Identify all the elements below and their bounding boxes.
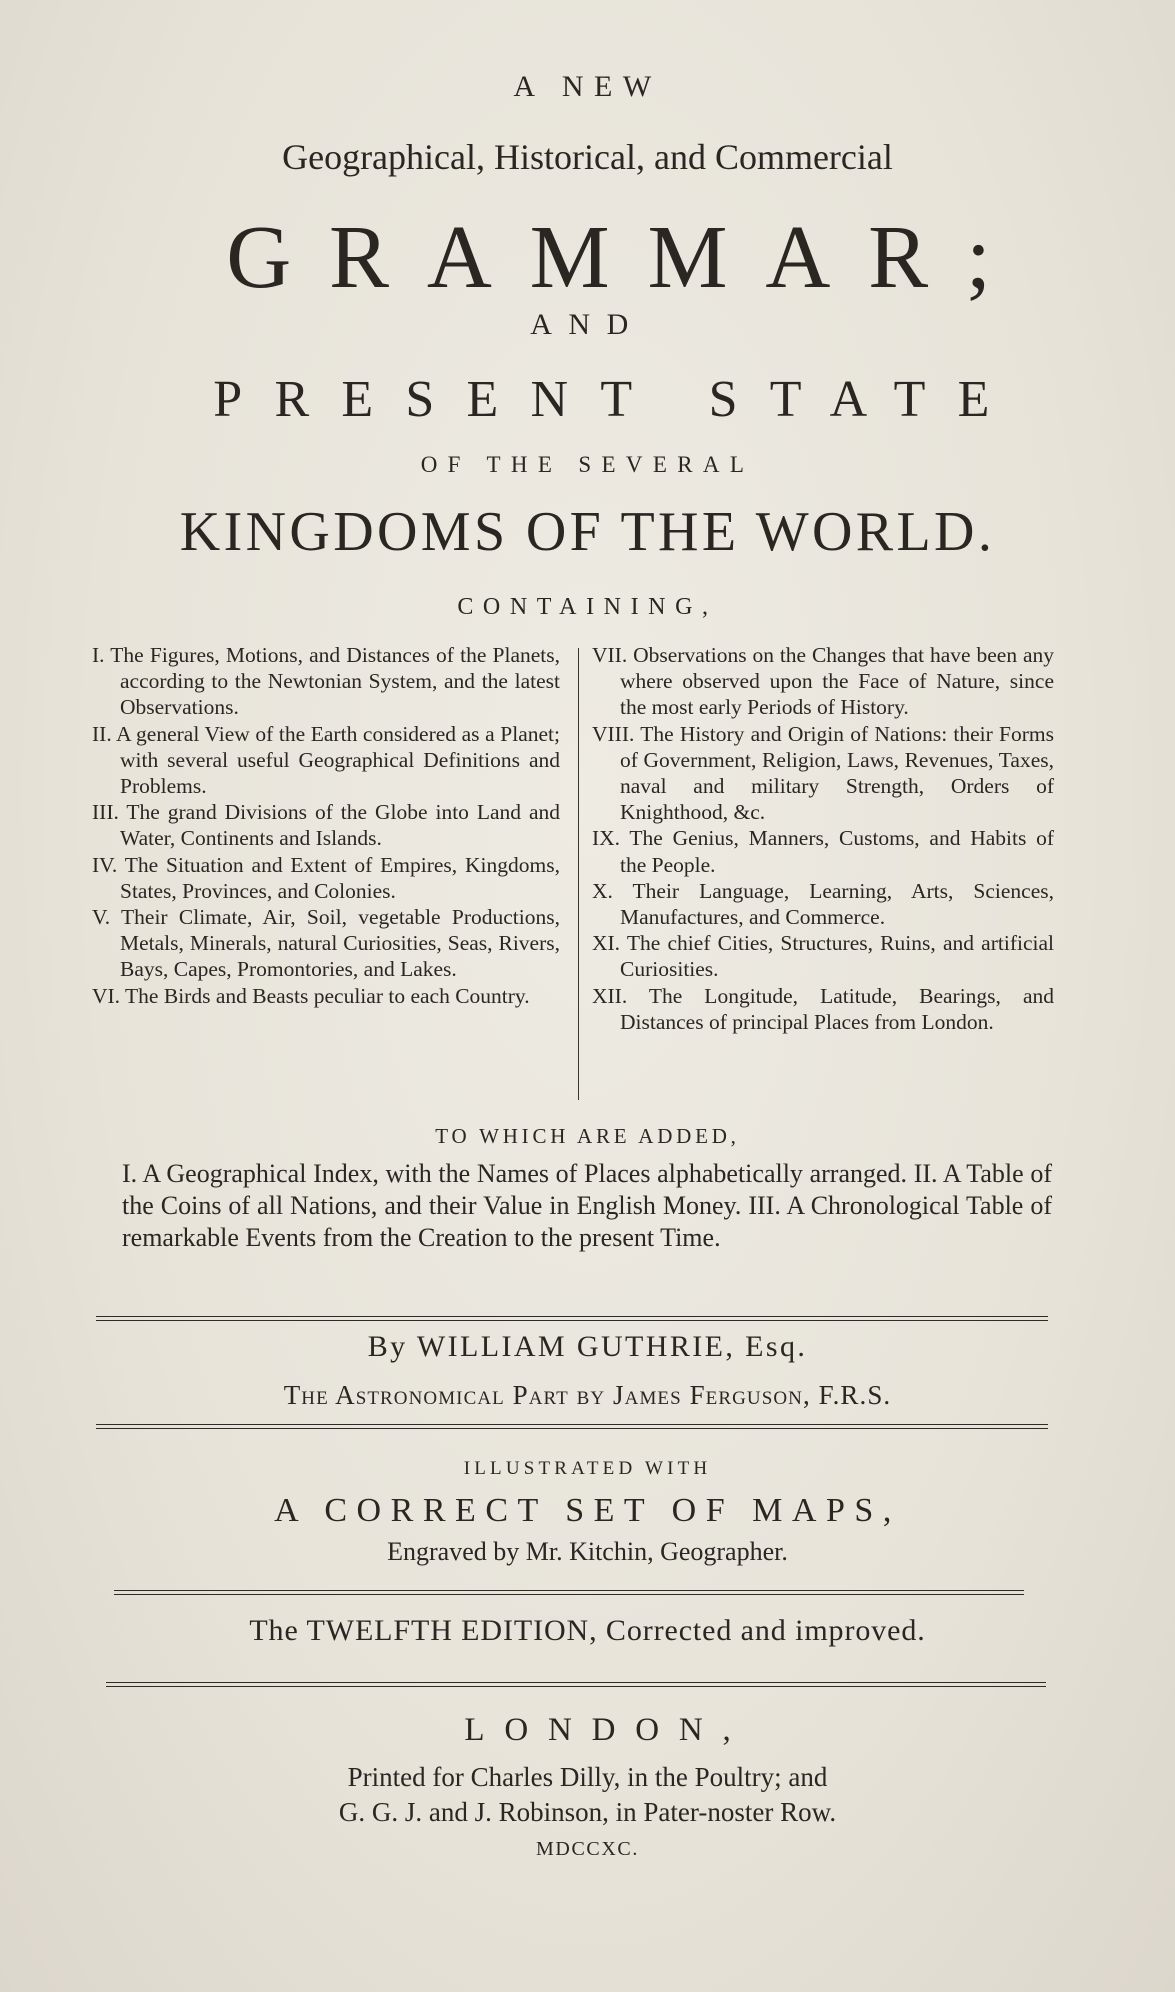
title-kingdoms: KINGDOMS OF THE WORLD. [179,501,996,563]
contents-left-column [92,642,560,1009]
contents-entry: II. A general View of the Earth considered as a Planet; with several useful Geographical Definitions and Problems. [92,721,560,799]
edition-line: The TWELFTH EDITION, Corrected and improved. [249,1614,926,1647]
contents-right-column [592,642,1054,1035]
heading-to-which-are-added: TO WHICH ARE ADDED, [435,1124,740,1148]
divider-rule [96,1424,1048,1429]
contents-entry: VIII. The History and Origin of Nations: their Forms of Government, Religion, Laws, Revenues, Taxes, naval and military Strength, Orders of Knighthood, &c. [592,721,1054,825]
heading-a-new: A NEW [513,70,662,103]
engraver-line: Engraved by Mr. Kitchin, Geographer. [387,1537,788,1566]
contents-entry: V. Their Climate, Air, Soil, vegetable Productions, Metals, Minerals, natural Curiosities, Seas, Rivers, Bays, Capes, Promontories, and Lakes. [92,905,560,982]
heading-illustrated-with: ILLUSTRATED WITH [463,1458,712,1479]
imprint-date: MDCCXC. [536,1838,639,1860]
contents-entry: X. Their Language, Learning, Arts, Sciences, Manufactures, and Commerce. [592,878,1054,930]
contents-entry: IX. The Genius, Manners, Customs, and Habits of the People. [592,826,1054,877]
column-divider [578,648,579,1100]
title-grammar: GRAMMAR; [226,208,1029,307]
heading-of-the-several: OF THE SEVERAL [420,452,755,477]
author-line: By WILLIAM GUTHRIE, Esq. [367,1330,808,1363]
astronomical-credit: The Astronomical Part by James Ferguson, F.R.S. [283,1380,892,1410]
subtitle: Geographical, Historical, and Commercial [282,137,893,177]
maps-line: A CORRECT SET OF MAPS, [274,1492,901,1529]
divider-rule [96,1316,1048,1321]
contents-entry: VI. The Birds and Beasts peculiar to each Country. [92,983,530,1008]
contents-entry: III. The grand Divisions of the Globe into Land and Water, Continents and Islands. [92,800,560,851]
title-present-state: PRESENT STATE [213,371,1022,428]
heading-and: AND [530,308,645,341]
heading-containing: CONTAINING, [457,594,718,620]
contents-entry: XII. The Longitude, Latitude, Bearings, and Distances of principal Places from London. [592,983,1054,1034]
contents-entry: XI. The chief Cities, Structures, Ruins, and artificial Curiosities. [592,931,1054,982]
contents-entry: IV. The Situation and Extent of Empires, Kingdoms, States, Provinces, and Colonies. [92,852,560,903]
contents-entry: VII. Observations on the Changes that have been any where observed upon the Face of Nature, since the most early Periods of History. [592,643,1054,720]
divider-rule [114,1590,1024,1595]
additions-paragraph: I. A Geographical Index, with the Names of Places alphabetically arranged. II. A Table of the Coins of all Nations, and their Value in English Money. III. A Chronological Table of remarkable Events from the Creation to the present Time. [122,1159,1052,1252]
divider-rule [106,1682,1046,1687]
imprint-printer-line-1: Printed for Charles Dilly, in the Poultry; and [347,1762,828,1792]
imprint-city: LONDON, [464,1712,751,1748]
contents-entry: I. The Figures, Motions, and Distances of the Planets, according to the Newtonian System, and the latest Observations. [92,643,560,720]
imprint-printer-line-2: G. G. J. and J. Robinson, in Pater-noster Row. [338,1797,837,1827]
